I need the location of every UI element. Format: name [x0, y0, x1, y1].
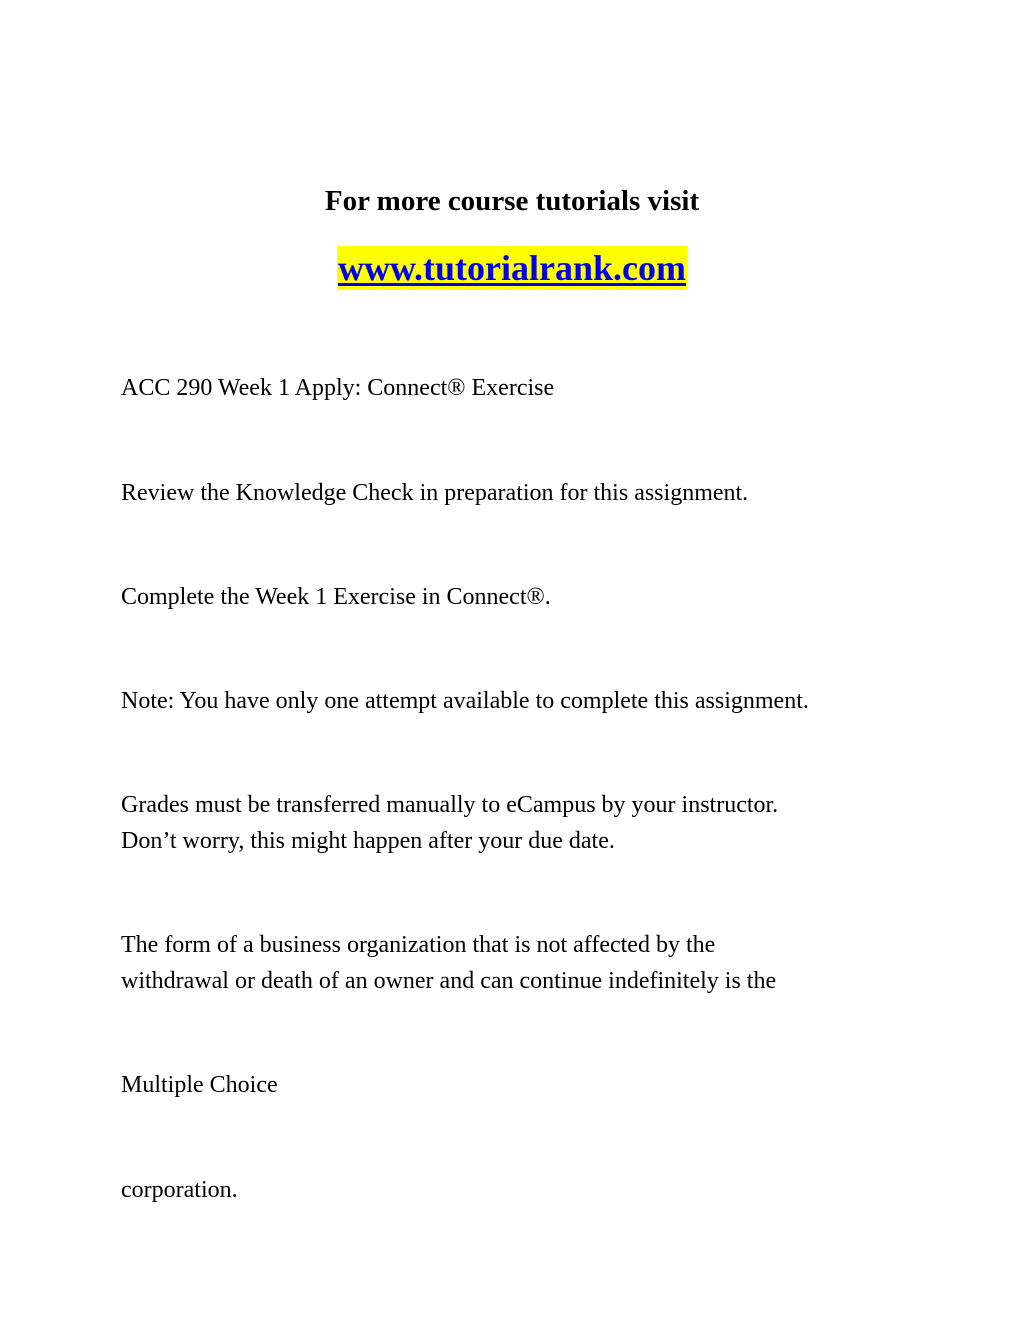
complete-instruction: Complete the Week 1 Exercise in Connect®. [121, 584, 551, 610]
promo-link-container [0, 246, 1024, 290]
question-paragraph [121, 927, 921, 999]
question-line-1: The form of a business organization that is not affected by the [121, 932, 716, 958]
grades-line-2: Don’t worry, this might happen after your due date. [121, 828, 615, 854]
answer-option: corporation. [121, 1177, 238, 1203]
question-type: Multiple Choice [121, 1072, 278, 1098]
course-heading: ACC 290 Week 1 Apply: Connect® Exercise [121, 375, 555, 401]
review-instruction: Review the Knowledge Check in preparation for this assignment. [121, 480, 749, 506]
promo-title: For more course tutorials visit [324, 185, 700, 217]
question-line-2: withdrawal or death of an owner and can continue indefinitely is the [121, 968, 777, 994]
tutorialrank-link[interactable]: www.tutorialrank.com [338, 248, 686, 288]
grades-paragraph [121, 787, 921, 859]
grades-line-1: Grades must be transferred manually to eCampus by your instructor. [121, 792, 779, 818]
attempt-note: Note: You have only one attempt available to complete this assignment. [121, 688, 809, 714]
